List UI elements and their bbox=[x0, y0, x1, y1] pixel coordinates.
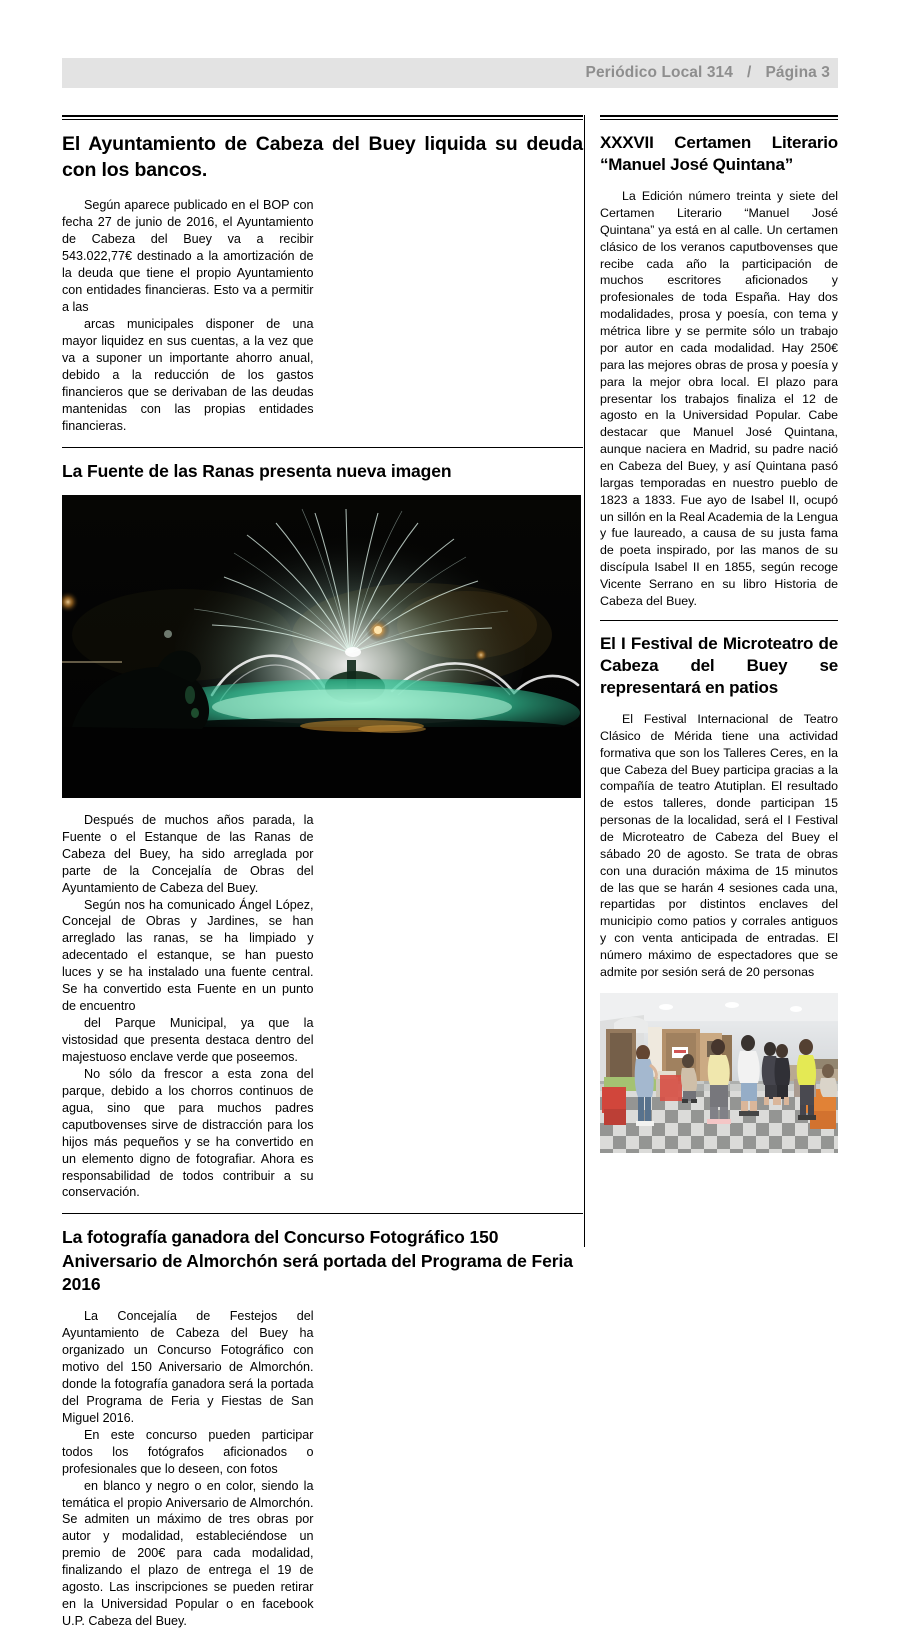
paragraph: La Concejalía de Festejos del Ayuntamiento de Cabeza del Buey ha organizado un Concurso Fotográfico con motivo del 150 Aniversario de Almorchón. donde la fotografía ganadora será la portada del Programa de Feria y Fiestas de San Miguel 2016. bbox=[62, 1309, 314, 1425]
paragraph: Según aparece publicado en el BOP con fecha 27 de junio de 2016, el Ayuntamiento de Cabeza del Buey va a recibir 543.022,77€ destinado a la amortización de la deuda que tiene el propio Ayuntamiento con entidades financieras. Esto va a permitir a las bbox=[62, 198, 314, 315]
paragraph: arcas municipales disponer de una mayor liquidez en sus cuentas, a la vez que va a suponer un importante ahorro anual, debido a la reducción de los gastos financieros que se derivaban de las deudas mantenidas con las propias entidades financieras. bbox=[62, 317, 314, 433]
article-fuente-headline: La Fuente de las Ranas presenta nueva imagen bbox=[62, 460, 452, 481]
fountain-photo bbox=[62, 495, 581, 798]
paragraph: Según nos ha comunicado Ángel López, Concejal de Obras y Jardines, se han arreglado las ranas, se ha limpiado y adecentado el estanque, se han puesto luces y se ha instalado una fuente central. Se ha convertido esta Fuente en un punto de encuentro bbox=[62, 897, 314, 1014]
paragraph: Después de muchos años parada, la Fuente o el Estanque de las Ranas de Cabeza del Buey, ha sido arreglada por parte de la Concejalía de Obras del Ayuntamiento de Cabeza del Buey. bbox=[62, 812, 314, 895]
paragraph: en blanco y negro o en color, siendo la temática el propio Aniversario de Almorchón. Se admiten un máximo de tres obras por autor y modalidad, estableciéndose un premio de 200€ para cada modalidad, finalizando el plazo de entrega el 19 de agosto. Las inscripciones se pueden retirar en la Universidad Popular o en facebook U.P. Cabeza del Buey. bbox=[62, 1478, 314, 1629]
left-column-region bbox=[62, 115, 583, 1630]
article-fuente-body bbox=[62, 812, 583, 1202]
article-concurso-fotografico bbox=[62, 1226, 583, 1630]
article-microteatro-body bbox=[600, 711, 838, 981]
right-column-region bbox=[600, 115, 838, 1153]
section-rule-1 bbox=[62, 447, 583, 448]
article-deuda-body bbox=[62, 197, 583, 434]
fountain-photo-graphic bbox=[62, 495, 581, 798]
top-rule-right bbox=[600, 115, 838, 120]
article-microteatro-headline: El I Festival de Microteatro de Cabeza del Buey se representará en patios bbox=[600, 633, 838, 697]
section-rule-right-1 bbox=[600, 620, 838, 621]
article-certamen-body bbox=[600, 188, 838, 609]
masthead-separator: / bbox=[747, 64, 752, 81]
article-fuente-ranas bbox=[62, 460, 583, 1202]
workshop-photo bbox=[600, 993, 838, 1153]
paragraph: La Edición número treinta y siete del Certamen Literario “Manuel José Quintana” ya está en al calle. Un certamen clásico de los veranos caputbovenses que recibe cada año la participación de muchos escritores aficionados y profesionales de toda España. Hay dos modalidades, prosa y poesía, con tema y métrica libre y se permite sólo un trabajo por autor en cada modalidad. Hay 250€ para las mejores obras de prosa y poesía y para la mejor obra local. El plazo para presentar los trabajos finaliza el 12 de agosto en la Universidad Popular. Cabe destacar que Manuel José Quintana, aunque naciera en Madrid, su padre nació en Cabeza del Buey, y así Quintana pasó largas temporadas en nuestro pueblo de 1823 a 1833. Fue ayo de Isabel II, ocupó un sillón en la Real Academia de la Lengua y fue laureado, a causa de su justa fama de poeta inspirado, por las manos de su discípula Isabel II en 1855, según recoge Vicente Serrano en su libro Historia de Cabeza del Buey. bbox=[600, 189, 838, 608]
section-rule-2 bbox=[62, 1213, 583, 1214]
column-divider bbox=[584, 115, 585, 1247]
article-certamen-literario bbox=[600, 132, 838, 610]
page-number-label: Página 3 bbox=[765, 64, 830, 81]
masthead-bar bbox=[62, 58, 838, 88]
article-concurso-headline: La fotografía ganadora del Concurso Fotográfico 150 Aniversario de Almorchón será portada del Programa de Feria 2016 bbox=[62, 1227, 573, 1294]
article-concurso-body bbox=[62, 1308, 583, 1630]
article-deuda-headline: El Ayuntamiento de Cabeza del Buey liquida su deuda con los bancos. bbox=[62, 133, 583, 181]
article-certamen-headline: XXXVII Certamen Literario “Manuel José Quintana” bbox=[600, 133, 838, 175]
article-deuda-bancos bbox=[62, 132, 583, 435]
top-rule bbox=[62, 115, 583, 120]
masthead-text bbox=[586, 64, 838, 82]
publication-title: Periódico Local 314 bbox=[585, 64, 734, 81]
paragraph: del Parque Municipal, ya que la vistosidad que presenta destaca dentro del majestuoso enclave verde que poseemos. bbox=[62, 1016, 314, 1064]
paragraph: No sólo da frescor a esta zona del parque, debido a los chorros continuos de agua, sino que para muchos padres caputbovenses sirve de distracción para los hijos más pequeños y se ha convertido en un elemento digno de fotografiar. Ahora es responsabilidad de todos contribuir a su conservación. bbox=[62, 1066, 314, 1200]
article-microteatro bbox=[600, 633, 838, 1153]
paragraph: En este concurso pueden participar todos los fotógrafos aficionados o profesionales que lo deseen, con fotos bbox=[62, 1427, 314, 1476]
workshop-photo-graphic bbox=[600, 993, 838, 1153]
paragraph: El Festival Internacional de Teatro Clásico de Mérida tiene una actividad formativa que son los Talleres Ceres, en la que Cabeza del Buey participa gracias a la compañía de teatro Atutiplan. El resultado de estos talleres, donde participan 15 personas de la localidad, será el I Festival de Microteatro de Cabeza del Buey el sábado 20 de agosto. Se trata de obras con una duración máxima de 15 minutos de las que se harán 4 sesiones cada una, repartidas por distintos enclaves del municipio como patios y corrales antiguos y con venta anticipada de entradas. El número máximo de espectadores que se admite por sesión será de 20 personas bbox=[600, 711, 838, 979]
